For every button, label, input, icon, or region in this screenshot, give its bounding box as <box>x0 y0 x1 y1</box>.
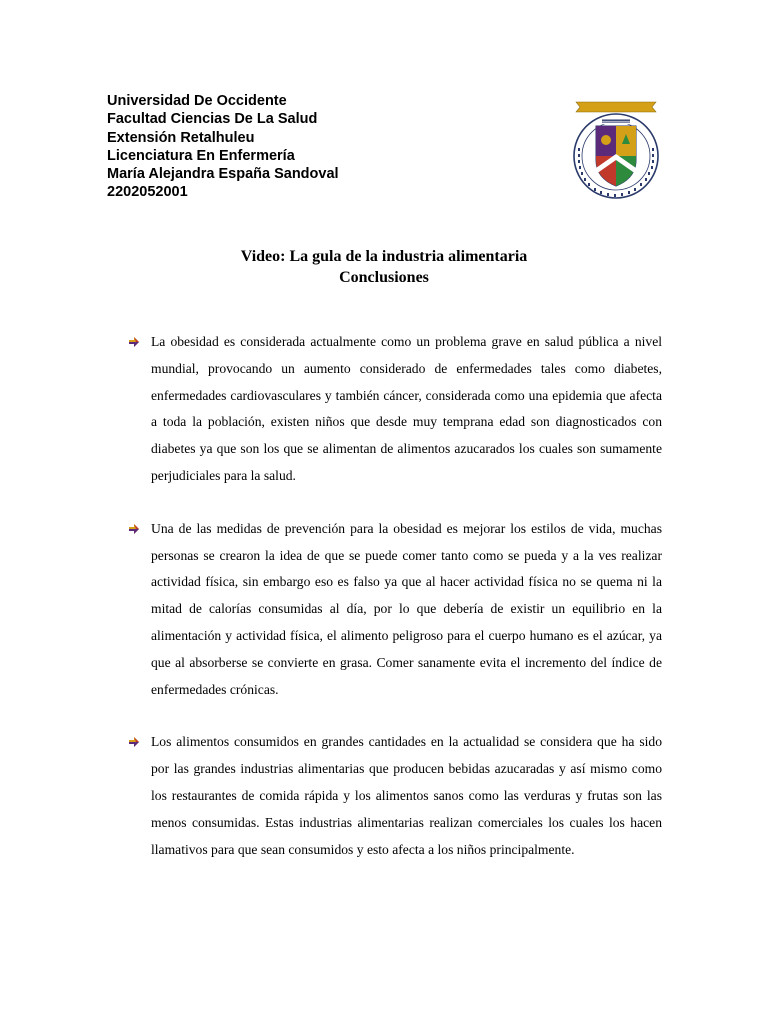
subtitle-line: Conclusiones <box>339 269 429 286</box>
conclusions-list <box>128 329 662 889</box>
campus-extension: Extensión Retalhuleu <box>107 129 255 146</box>
conclusion-text: Los alimentos consumidos en grandes cantidades en la actualidad se considera que ha sido por las grandes industrias alimentarias que producen bebidas azucaradas y así mismo como los restaurantes de comida rápida y los alimentos sanos como las verduras y frutas son las menos consumidas. Estas industrias alimentarias realizan comerciales los cuales los hacen llamativos para que sean consumidos y esto afecta a los niños principalmente. <box>151 734 662 857</box>
list-item <box>128 729 662 863</box>
student-name: María Alejandra España Sandoval <box>107 166 339 183</box>
faculty-name: Facultad Ciencias De La Salud <box>107 111 318 128</box>
document-title <box>0 246 768 288</box>
conclusion-text: Una de las medidas de prevención para la obesidad es mejorar los estilos de vida, muchas personas se crearon la idea de que se puede comer tanto como se pueda y a la ves realizar actividad física, sin embargo eso es falso ya que al hacer actividad física no se quema ni la mitad de calorías consumidas al día, por lo que debería de existir un equilibrio en la alimentación y actividad física, el alimento peligroso para el cuerpo humano es el azúcar, ya que al absorberse se convierte en grasa. Comer sanamente evita el incremento del índice de enfermedades crónicas. <box>151 520 662 697</box>
arrow-bullet-icon <box>128 336 140 348</box>
header-block <box>107 92 339 202</box>
arrow-bullet-icon <box>128 736 140 748</box>
list-item <box>128 329 662 490</box>
conclusion-text: La obesidad es considerada actualmente como un problema grave en salud pública a nivel mundial, provocando un aumento considerado de enfermedades tales como diabetes, enfermedades cardiovasculares y también cáncer, considerada como una epidemia que afecta a toda la población, existen niños que desde muy temprana edad son diagnosticados con diabetes ya que son los que se alimentan de alimentos azucarados los cuales son sumamente perjudiciales para la salud. <box>151 334 662 483</box>
list-item <box>128 516 662 704</box>
degree-program: Licenciatura En Enfermería <box>107 147 295 164</box>
arrow-bullet-icon <box>128 523 140 535</box>
title-line: Video: La gula de la industria alimentaria <box>240 248 528 265</box>
student-id: 2202052001 <box>107 184 188 201</box>
university-seal-logo <box>570 96 662 206</box>
university-name: Universidad De Occidente <box>107 93 287 109</box>
